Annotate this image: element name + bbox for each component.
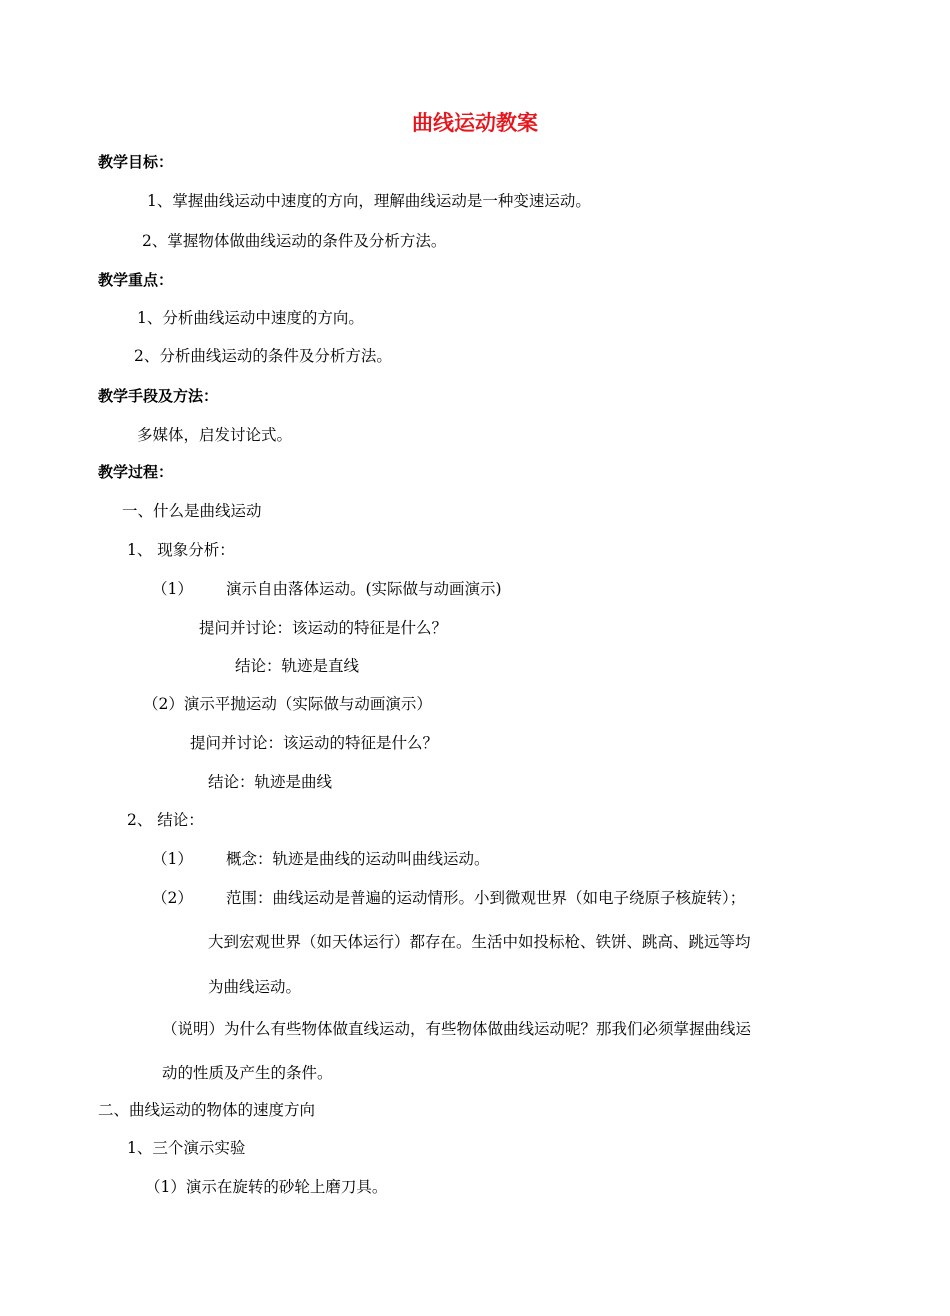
scope-line-3: 为曲线运动。 [208, 978, 302, 996]
part-1-item-1-2: （2）演示平抛运动（实际做与动画演示） [143, 695, 432, 713]
document-title: 曲线运动教案 [412, 111, 538, 135]
key-point-2: 2、分析曲线运动的条件及分析方法。 [134, 347, 392, 365]
part-1-item-1-1 [152, 579, 502, 599]
method-text: 多媒体，启发讨论式。 [137, 426, 293, 444]
part-1-item-2: 2、 结论： [127, 811, 204, 829]
goal-2: 2、掌握物体做曲线运动的条件及分析方法。 [142, 232, 447, 250]
item-number: （2） [152, 889, 193, 907]
process-heading: 教学过程： [98, 463, 174, 481]
question-2: 提问并讨论：该运动的特征是什么？ [190, 734, 439, 752]
goals-heading: 教学目标： [98, 153, 174, 171]
part-1-item-2-1 [152, 849, 490, 869]
part-1-item-1: 1、 现象分析： [127, 541, 235, 559]
note-line-1: （说明）为什么有些物体做直线运动，有些物体做曲线运动呢？那我们必须掌握曲线运 [162, 1020, 752, 1038]
item-number: （1） [152, 580, 193, 598]
scope-line-2: 大到宏观世界（如天体运行）都存在。生活中如投标枪、铁饼、跳高、跳远等均 [208, 933, 751, 951]
item-text: 概念：轨迹是曲线的运动叫曲线运动。 [226, 850, 490, 868]
item-text: 演示自由落体运动。(实际做与动画演示) [226, 580, 502, 598]
part-1-item-2-2 [152, 888, 745, 908]
key-heading: 教学重点： [98, 271, 174, 289]
conclusion-2: 结论：轨迹是曲线 [208, 773, 333, 791]
question-1: 提问并讨论：该运动的特征是什么？ [199, 619, 448, 637]
part-1-title: 一、什么是曲线运动 [122, 502, 262, 520]
method-heading: 教学手段及方法： [98, 387, 219, 405]
part-2-item-1-1: （1）演示在旋转的砂轮上磨刀具。 [145, 1178, 388, 1196]
part-2-title: 二、曲线运动的物体的速度方向 [98, 1101, 316, 1119]
note-line-2: 动的性质及产生的条件。 [162, 1064, 333, 1082]
item-text: 范围：曲线运动是普遍的运动情形。小到微观世界（如电子绕原子核旋转）； [226, 889, 746, 907]
goal-1: 1、掌握曲线运动中速度的方向，理解曲线运动是一种变速运动。 [147, 192, 591, 210]
conclusion-1: 结论：轨迹是直线 [235, 657, 360, 675]
part-2-item-1: 1、三个演示实验 [127, 1139, 246, 1157]
item-number: （1） [152, 850, 193, 868]
key-point-1: 1、分析曲线运动中速度的方向。 [137, 309, 364, 327]
